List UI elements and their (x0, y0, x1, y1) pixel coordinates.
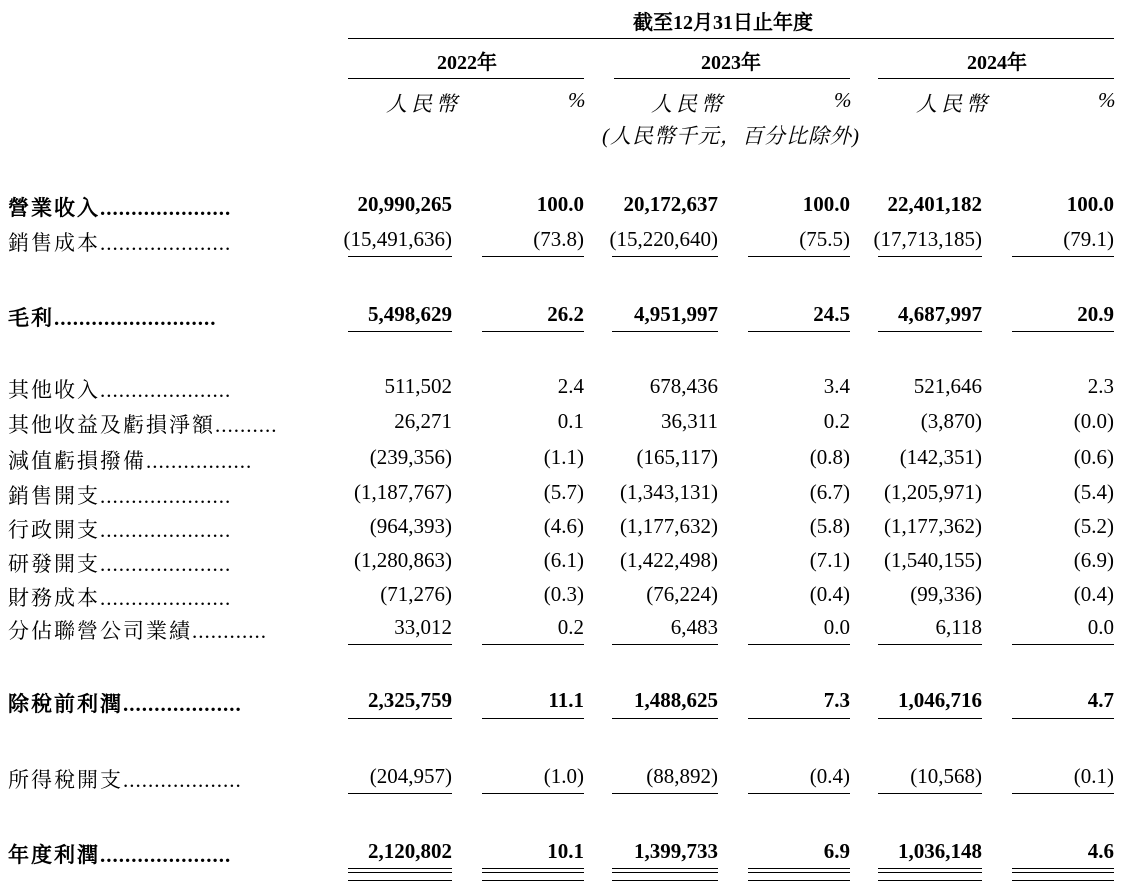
cell-2023-amount: (76,224) (646, 582, 718, 606)
dot-leader: ..................... (100, 586, 232, 610)
total-underline (348, 256, 452, 257)
cell-2022-percent: 2.4 (557, 374, 584, 398)
cell-2022-amount: 5,498,629 (368, 302, 452, 326)
cell-2023-percent: (5.8) (809, 514, 850, 538)
cell-2023-amount: 1,399,733 (634, 839, 718, 863)
cell-2023-percent: 100.0 (802, 192, 850, 216)
total-underline (612, 644, 718, 645)
table-row (0, 300, 1132, 330)
cell-2022-percent: (5.7) (543, 480, 584, 504)
cell-2023-percent: 3.4 (823, 374, 850, 398)
cell-2024-amount: (17,713,185) (873, 227, 982, 251)
cell-2023-amount: 678,436 (649, 374, 718, 398)
percent-label-2022: % (568, 88, 586, 112)
table-row (0, 372, 1132, 402)
cell-2022-percent: (73.8) (533, 227, 584, 251)
cell-2022-amount: (964,393) (369, 514, 452, 538)
cell-2024-percent: 4.7 (1087, 688, 1114, 712)
cell-2023-percent: 24.5 (813, 302, 850, 326)
cell-2023-percent: (75.5) (799, 227, 850, 251)
cell-2023-amount: (1,422,498) (620, 548, 718, 572)
year-underline-2023 (614, 78, 850, 79)
cell-2022-percent: (4.6) (543, 514, 584, 538)
table-row (0, 512, 1132, 542)
table-row (0, 546, 1132, 576)
row-label (8, 374, 231, 404)
cell-2022-percent: 100.0 (536, 192, 584, 216)
cell-2023-amount: 4,951,997 (634, 302, 718, 326)
dot-leader: ................. (146, 449, 253, 473)
currency-label-2023: 人民幣 (651, 92, 726, 116)
cell-2024-amount: (142,351) (899, 445, 982, 469)
cell-2022-amount: (71,276) (380, 582, 452, 606)
cell-2023-percent: 0.2 (823, 409, 850, 433)
cell-2024-percent: (0.6) (1073, 445, 1114, 469)
cell-2023-percent: (0.8) (809, 445, 850, 469)
cell-2024-amount: 521,646 (913, 374, 982, 398)
year-underline-2022 (348, 78, 584, 79)
cell-2022-percent: 11.1 (548, 688, 584, 712)
double-underline (348, 868, 452, 873)
total-underline (612, 718, 718, 719)
total-underline (1012, 331, 1114, 332)
cell-2023-percent: 0.0 (823, 615, 850, 639)
total-underline (482, 718, 584, 719)
cell-2024-amount: (99,336) (910, 582, 982, 606)
dot-leader: ................... (123, 692, 242, 716)
cell-2022-percent: (6.1) (543, 548, 584, 572)
row-label (8, 445, 252, 475)
table-row (0, 478, 1132, 508)
dot-leader: ............ (192, 619, 267, 643)
cell-2023-amount: 20,172,637 (623, 192, 718, 216)
cell-2024-amount: (10,568) (910, 764, 982, 788)
row-label (8, 409, 278, 439)
double-underline (612, 868, 718, 873)
cell-2022-percent: (0.3) (543, 582, 584, 606)
row-label (8, 688, 242, 718)
cell-2024-percent: (0.1) (1073, 764, 1114, 788)
cell-2023-percent: (0.4) (809, 582, 850, 606)
year-header-2024: 2024年 (967, 52, 1027, 74)
cell-2024-amount: 4,687,997 (898, 302, 982, 326)
period-header: 截至12月31日止年度 (633, 12, 813, 34)
row-label-text: 毛利 (8, 306, 54, 330)
row-label-text: 研發開支 (8, 552, 100, 576)
cell-2024-percent: (5.2) (1073, 514, 1114, 538)
cell-2023-amount: (1,177,632) (620, 514, 718, 538)
cell-2023-amount: 1,488,625 (634, 688, 718, 712)
cell-2022-amount: (1,280,863) (354, 548, 452, 572)
table-row (0, 443, 1132, 473)
total-underline (612, 256, 718, 257)
total-underline (482, 331, 584, 332)
total-underline (612, 331, 718, 332)
cell-2023-amount: (1,343,131) (620, 480, 718, 504)
table-row (0, 407, 1132, 437)
cell-2022-percent: 0.1 (557, 409, 584, 433)
row-label (8, 302, 217, 332)
double-underline (482, 868, 584, 873)
row-label (8, 227, 231, 257)
total-underline (482, 793, 584, 794)
dot-leader: ..................... (100, 231, 232, 255)
percent-label-2024: % (1098, 88, 1116, 112)
cell-2022-amount: 33,012 (394, 615, 452, 639)
dot-leader: ..................... (100, 843, 232, 867)
cell-2024-percent: 100.0 (1066, 192, 1114, 216)
total-underline (1012, 644, 1114, 645)
total-underline (1012, 793, 1114, 794)
total-underline (348, 331, 452, 332)
cell-2023-percent: (7.1) (809, 548, 850, 572)
row-label-text: 財務成本 (8, 586, 100, 610)
cell-2024-amount: 1,046,716 (898, 688, 982, 712)
dot-leader: ..................... (100, 484, 232, 508)
unit-note: (人民幣千元，百分比除外) (602, 124, 860, 148)
double-underline (1012, 868, 1114, 873)
cell-2022-amount: 20,990,265 (357, 192, 452, 216)
cell-2024-amount: 6,118 (935, 615, 982, 639)
dot-leader: ..................... (100, 552, 232, 576)
cell-2024-amount: (3,870) (920, 409, 982, 433)
cell-2023-percent: (0.4) (809, 764, 850, 788)
total-underline (612, 793, 718, 794)
row-label-text: 其他收益及虧損淨額 (8, 413, 215, 437)
cell-2024-percent: 4.6 (1087, 839, 1114, 863)
total-underline (482, 644, 584, 645)
double-underline-bottom (878, 880, 982, 881)
double-underline (748, 868, 850, 873)
double-underline-bottom (348, 880, 452, 881)
currency-label-2024: 人民幣 (916, 92, 991, 116)
cell-2022-amount: 26,271 (394, 409, 452, 433)
total-underline (348, 793, 452, 794)
cell-2022-amount: 2,325,759 (368, 688, 452, 712)
cell-2023-amount: (165,117) (636, 445, 718, 469)
table-row (0, 613, 1132, 643)
row-label (8, 514, 231, 544)
cell-2022-percent: 0.2 (557, 615, 584, 639)
double-underline (878, 868, 982, 873)
cell-2024-percent: (0.0) (1073, 409, 1114, 433)
row-label-text: 減值虧損撥備 (8, 449, 146, 473)
total-underline (748, 331, 850, 332)
row-label-text: 營業收入 (8, 196, 100, 220)
total-underline (348, 644, 452, 645)
row-label-text: 所得稅開支 (8, 768, 123, 792)
cell-2024-percent: 0.0 (1087, 615, 1114, 639)
year-underline-2024 (878, 78, 1114, 79)
dot-leader: ................... (123, 768, 242, 792)
currency-label-2022: 人民幣 (386, 92, 461, 116)
row-label-text: 除稅前利潤 (8, 692, 123, 716)
year-header-2022: 2022年 (437, 52, 497, 74)
row-label (8, 548, 231, 578)
percent-label-2023: % (834, 88, 852, 112)
total-underline (348, 718, 452, 719)
row-label (8, 615, 267, 645)
cell-2024-percent: 2.3 (1087, 374, 1114, 398)
row-label-text: 銷售成本 (8, 231, 100, 255)
cell-2024-percent: (6.9) (1073, 548, 1114, 572)
cell-2024-amount: (1,177,362) (884, 514, 982, 538)
cell-2024-amount: (1,540,155) (884, 548, 982, 572)
total-underline (1012, 718, 1114, 719)
dot-leader: ..................... (100, 518, 232, 542)
dot-leader: ..................... (100, 196, 232, 220)
table-row (0, 762, 1132, 792)
total-underline (878, 256, 982, 257)
cell-2023-amount: 6,483 (670, 615, 718, 639)
cell-2022-percent: 26.2 (547, 302, 584, 326)
table-row (0, 190, 1132, 220)
cell-2024-percent: (79.1) (1063, 227, 1114, 251)
cell-2023-amount: (88,892) (646, 764, 718, 788)
cell-2023-amount: (15,220,640) (609, 227, 718, 251)
period-underline (348, 38, 1114, 39)
total-underline (748, 793, 850, 794)
row-label-text: 行政開支 (8, 518, 100, 542)
total-underline (878, 793, 982, 794)
cell-2022-amount: (1,187,767) (354, 480, 452, 504)
total-underline (878, 331, 982, 332)
double-underline-bottom (482, 880, 584, 881)
cell-2022-amount: (239,356) (369, 445, 452, 469)
row-label (8, 839, 231, 869)
double-underline-bottom (748, 880, 850, 881)
cell-2024-percent: (0.4) (1073, 582, 1114, 606)
cell-2022-percent: (1.1) (543, 445, 584, 469)
cell-2022-amount: 2,120,802 (368, 839, 452, 863)
double-underline-bottom (612, 880, 718, 881)
cell-2022-amount: (15,491,636) (343, 227, 452, 251)
total-underline (878, 644, 982, 645)
cell-2024-amount: 1,036,148 (898, 839, 982, 863)
table-row (0, 225, 1132, 255)
cell-2022-percent: (1.0) (543, 764, 584, 788)
dot-leader: ..................... (100, 378, 232, 402)
cell-2023-percent: 7.3 (823, 688, 850, 712)
table-row (0, 686, 1132, 716)
cell-2024-percent: 20.9 (1077, 302, 1114, 326)
row-label-text: 分佔聯營公司業績 (8, 619, 192, 643)
year-header-2023: 2023年 (701, 52, 761, 74)
table-row (0, 580, 1132, 610)
row-label (8, 480, 231, 510)
cell-2023-percent: (6.7) (809, 480, 850, 504)
cell-2022-percent: 10.1 (547, 839, 584, 863)
cell-2023-amount: 36,311 (661, 409, 718, 433)
row-label (8, 764, 242, 794)
total-underline (878, 718, 982, 719)
cell-2024-percent: (5.4) (1073, 480, 1114, 504)
cell-2024-amount: (1,205,971) (884, 480, 982, 504)
total-underline (748, 644, 850, 645)
cell-2022-amount: (204,957) (369, 764, 452, 788)
row-label (8, 582, 231, 612)
cell-2024-amount: 22,401,182 (887, 192, 982, 216)
total-underline (482, 256, 584, 257)
row-label-text: 年度利潤 (8, 843, 100, 867)
double-underline-bottom (1012, 880, 1114, 881)
total-underline (748, 256, 850, 257)
table-row (0, 837, 1132, 867)
dot-leader: .......... (215, 413, 278, 437)
cell-2022-amount: 511,502 (384, 374, 452, 398)
row-label-text: 銷售開支 (8, 484, 100, 508)
cell-2023-percent: 6.9 (823, 839, 850, 863)
total-underline (1012, 256, 1114, 257)
total-underline (748, 718, 850, 719)
row-label (8, 192, 231, 222)
row-label-text: 其他收入 (8, 378, 100, 402)
dot-leader: .......................... (54, 306, 217, 330)
